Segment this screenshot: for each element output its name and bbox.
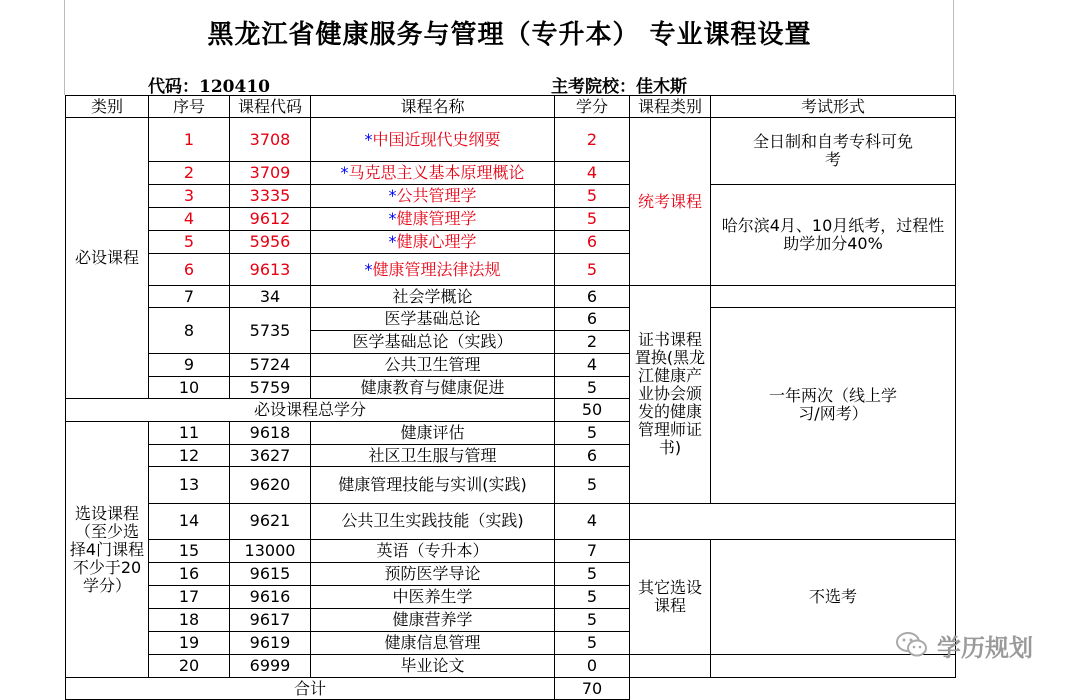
grand-total-credit: 70 xyxy=(555,678,630,700)
unified-exam-marker: * xyxy=(364,129,373,149)
course-name: 医学基础总论（实践） xyxy=(311,331,555,354)
required-total-label: 必设课程总学分 xyxy=(66,399,555,422)
category-elective: 选设课程（至少选择4门课程不少于20学分） xyxy=(66,422,149,678)
category-required: 必设课程 xyxy=(66,118,149,399)
header-cell: 课程名称 xyxy=(311,96,555,118)
course-name: 社会学概论 xyxy=(311,286,555,308)
course-credit: 0 xyxy=(555,655,630,678)
course-type-blank xyxy=(630,655,711,678)
course-credit: 5 xyxy=(555,632,630,655)
row-number: 19 xyxy=(149,632,230,655)
course-code: 5735 xyxy=(230,308,311,354)
table-row xyxy=(66,540,956,563)
course-code: 9617 xyxy=(230,609,311,632)
header-cell: 序号 xyxy=(149,96,230,118)
course-code: 6999 xyxy=(230,655,311,678)
unified-exam-marker: * xyxy=(388,186,397,205)
course-credit: 2 xyxy=(555,331,630,354)
header-cell: 学分 xyxy=(555,96,630,118)
course-code: 9618 xyxy=(230,422,311,445)
course-name: 健康评估 xyxy=(311,422,555,445)
course-name: *中国近现代史纲要 xyxy=(311,118,555,162)
header-cell: 类别 xyxy=(66,96,149,118)
wechat-icon xyxy=(895,631,929,659)
course-credit: 5 xyxy=(555,467,630,504)
row-number: 2 xyxy=(149,162,230,185)
course-name: 英语（专升本） xyxy=(311,540,555,563)
course-credit: 5 xyxy=(555,422,630,445)
exam-form-twice: 一年两次（线上学习/网考） xyxy=(711,308,956,504)
unified-exam-marker: * xyxy=(364,259,373,279)
row-number: 10 xyxy=(149,377,230,399)
course-code: 13000 xyxy=(230,540,311,563)
course-credit: 5 xyxy=(555,377,630,399)
table-row xyxy=(66,503,956,540)
header-cell: 考试形式 xyxy=(711,96,956,118)
course-credit: 6 xyxy=(555,445,630,467)
course-code: 5956 xyxy=(230,231,311,254)
host-school: 主考院校：佳木斯 xyxy=(551,77,687,97)
row-number: 15 xyxy=(149,540,230,563)
row-number: 14 xyxy=(149,503,230,540)
course-name: 健康营养学 xyxy=(311,609,555,632)
table-header-row xyxy=(66,96,956,118)
row-number: 7 xyxy=(149,286,230,308)
course-name: 健康教育与健康促进 xyxy=(311,377,555,399)
course-type-unified: 统考课程 xyxy=(630,118,711,286)
exam-form-exempt: 全日制和自考专科可免考 xyxy=(711,118,956,185)
header-cell: 课程代码 xyxy=(230,96,311,118)
course-credit: 2 xyxy=(555,118,630,162)
row-number: 17 xyxy=(149,586,230,609)
table-row xyxy=(66,655,956,678)
unified-exam-marker: * xyxy=(340,163,349,182)
course-code: 3627 xyxy=(230,445,311,467)
course-credit: 5 xyxy=(555,563,630,586)
course-name: 公共卫生管理 xyxy=(311,354,555,377)
course-name: *健康心理学 xyxy=(311,231,555,254)
course-table xyxy=(65,95,956,700)
course-name: *健康管理学 xyxy=(311,208,555,231)
course-credit: 6 xyxy=(555,308,630,331)
course-credit: 4 xyxy=(555,503,630,540)
exam-form-none: 不选考 xyxy=(711,540,956,655)
row-number: 13 xyxy=(149,467,230,504)
course-credit: 5 xyxy=(555,586,630,609)
watermark xyxy=(895,628,1055,662)
grand-total-label: 合计 xyxy=(66,678,555,700)
course-code: 5724 xyxy=(230,354,311,377)
table-row xyxy=(66,185,956,208)
course-code: 5759 xyxy=(230,377,311,399)
course-name: 社区卫生服与管理 xyxy=(311,445,555,467)
row-number: 12 xyxy=(149,445,230,467)
course-type-blank xyxy=(630,678,711,700)
course-credit: 5 xyxy=(555,208,630,231)
course-credit: 6 xyxy=(555,231,630,254)
course-name: 医学基础总论 xyxy=(311,308,555,331)
row-number: 9 xyxy=(149,354,230,377)
table-row xyxy=(66,308,956,331)
course-credit: 5 xyxy=(555,185,630,208)
header-cell: 课程类别 xyxy=(630,96,711,118)
course-name: 预防医学导论 xyxy=(311,563,555,586)
course-credit: 4 xyxy=(555,162,630,185)
course-code: 9619 xyxy=(230,632,311,655)
course-credit: 5 xyxy=(555,254,630,286)
row-number: 11 xyxy=(149,422,230,445)
required-total-credit: 50 xyxy=(555,399,630,422)
course-code: 9616 xyxy=(230,586,311,609)
course-code: 3709 xyxy=(230,162,311,185)
course-code: 9620 xyxy=(230,467,311,504)
course-name: 健康信息管理 xyxy=(311,632,555,655)
course-type-other: 其它选设课程 xyxy=(630,540,711,655)
course-credit: 4 xyxy=(555,354,630,377)
course-name: *马克思主义基本原理概论 xyxy=(311,162,555,185)
course-credit: 6 xyxy=(555,286,630,308)
row-number: 18 xyxy=(149,609,230,632)
row-number: 6 xyxy=(149,254,230,286)
course-code: 9621 xyxy=(230,503,311,540)
exam-form-blank xyxy=(711,286,956,308)
row-number: 16 xyxy=(149,563,230,586)
course-name: *公共管理学 xyxy=(311,185,555,208)
exam-form-harbin: 哈尔滨4月、10月纸考，过程性助学加分40% xyxy=(711,185,956,286)
row-number: 20 xyxy=(149,655,230,678)
row-number: 4 xyxy=(149,208,230,231)
table-row xyxy=(66,118,956,162)
course-name: 中医养生学 xyxy=(311,586,555,609)
row-number: 3 xyxy=(149,185,230,208)
row-number: 5 xyxy=(149,231,230,254)
unified-exam-marker: * xyxy=(388,232,397,251)
course-name: 健康管理技能与实训(实践) xyxy=(311,467,555,504)
course-name: 公共卫生实践技能（实践) xyxy=(311,503,555,540)
course-name: 毕业论文 xyxy=(311,655,555,678)
course-code: 3708 xyxy=(230,118,311,162)
course-code: 9613 xyxy=(230,254,311,286)
course-code: 34 xyxy=(230,286,311,308)
watermark-text: 学历规划 xyxy=(937,633,1033,662)
exam-form-blank xyxy=(711,678,956,700)
row-number: 1 xyxy=(149,118,230,162)
major-code: 代码：120410 xyxy=(148,77,270,97)
course-code: 9612 xyxy=(230,208,311,231)
page-title: 黑龙江省健康服务与管理（专升本） 专业课程设置 xyxy=(207,20,812,50)
course-credit: 5 xyxy=(555,609,630,632)
unified-exam-marker: * xyxy=(388,209,397,228)
course-name: *健康管理法律法规 xyxy=(311,254,555,286)
grand-total-row xyxy=(66,678,956,700)
course-type-certificate: 证书课程置换(黑龙江健康产业协会颁发的健康管理师证书) xyxy=(630,286,711,504)
course-credit: 7 xyxy=(555,540,630,563)
table-row xyxy=(66,286,956,308)
course-code: 3335 xyxy=(230,185,311,208)
course-code: 9615 xyxy=(230,563,311,586)
row-number: 8 xyxy=(149,308,230,354)
